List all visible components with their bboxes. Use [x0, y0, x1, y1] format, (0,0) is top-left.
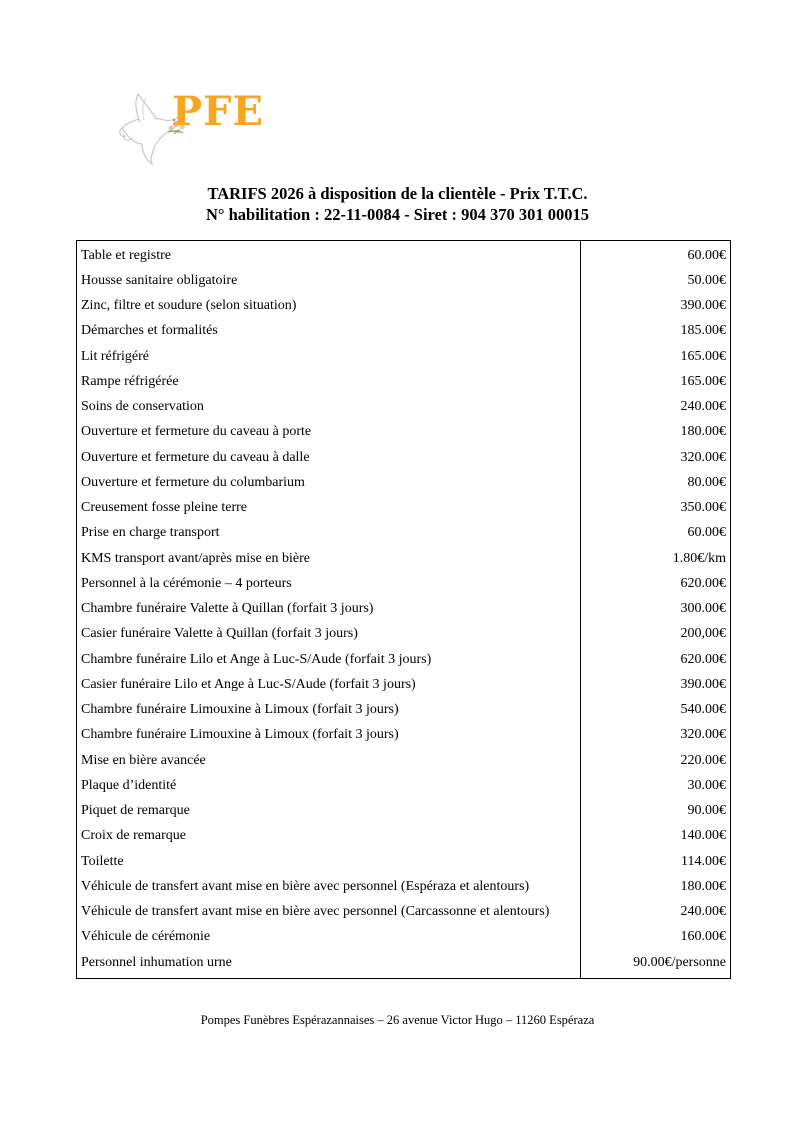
- service-name: Rampe réfrigérée: [77, 369, 581, 394]
- table-row: [77, 546, 731, 571]
- service-price: 60.00€: [687, 247, 726, 263]
- service-price: 390.00€: [680, 298, 726, 314]
- service-name: Toilette: [77, 849, 581, 874]
- service-price: 80.00€: [687, 474, 726, 490]
- service-price: 240.00€: [680, 904, 726, 920]
- footer-address: Pompes Funèbres Espérazannaises – 26 avenue Victor Hugo – 11260 Espéraza: [200, 1013, 595, 1027]
- table-row: [77, 395, 731, 420]
- table-row: [77, 597, 731, 622]
- service-price: 200,00€: [680, 626, 726, 642]
- service-name: Lit réfrigéré: [77, 344, 581, 369]
- service-price: 90.00€: [687, 803, 726, 819]
- table-row: [77, 445, 731, 470]
- service-name: Chambre funéraire Limouxine à Limoux (forfait 3 jours): [77, 723, 581, 748]
- service-name: Chambre funéraire Lilo et Ange à Luc-S/Aude (forfait 3 jours): [77, 647, 581, 672]
- service-name: Chambre funéraire Valette à Quillan (forfait 3 jours): [77, 597, 581, 622]
- service-name: Creusement fosse pleine terre: [77, 496, 581, 521]
- service-name: Démarches et formalités: [77, 319, 581, 344]
- service-name: KMS transport avant/après mise en bière: [77, 546, 581, 571]
- service-price: 180.00€: [680, 424, 726, 440]
- table-row: [77, 647, 731, 672]
- service-name: Piquet de remarque: [77, 799, 581, 824]
- service-price: 140.00€: [680, 828, 726, 844]
- service-price: 320.00€: [680, 449, 726, 465]
- service-name: Housse sanitaire obligatoire: [77, 268, 581, 293]
- service-name: Mise en bière avancée: [77, 748, 581, 773]
- table-row: [77, 369, 731, 394]
- table-row: [77, 849, 731, 874]
- service-price: 165.00€: [680, 348, 726, 364]
- table-row: [77, 748, 731, 773]
- table-row: [77, 799, 731, 824]
- service-price: 180.00€: [680, 878, 726, 894]
- service-name: Casier funéraire Lilo et Ange à Luc-S/Aude (forfait 3 jours): [77, 672, 581, 697]
- service-price: 620.00€: [680, 575, 726, 591]
- service-price: 185.00€: [680, 323, 726, 339]
- service-name: Prise en charge transport: [77, 521, 581, 546]
- service-price: 90.00€/personne: [633, 954, 726, 970]
- table-row: [77, 571, 731, 596]
- table-row: [77, 672, 731, 697]
- service-name: Chambre funéraire Limouxine à Limoux (forfait 3 jours): [77, 698, 581, 723]
- service-name: Véhicule de cérémonie: [77, 925, 581, 950]
- service-price: 165.00€: [680, 373, 726, 389]
- document-header: [0, 183, 795, 225]
- service-price: 350.00€: [680, 500, 726, 516]
- service-name: Plaque d’identité: [77, 773, 581, 798]
- service-price: 240.00€: [680, 399, 726, 415]
- table-row: [77, 294, 731, 319]
- service-price: 1.80€/km: [672, 550, 726, 566]
- service-price: 220.00€: [680, 752, 726, 768]
- service-name: Ouverture et fermeture du caveau à dalle: [77, 445, 581, 470]
- table-row: [77, 344, 731, 369]
- service-name: Ouverture et fermeture du caveau à porte: [77, 420, 581, 445]
- table-row: [77, 773, 731, 798]
- table-row: [77, 496, 731, 521]
- service-price: 60.00€: [687, 525, 726, 541]
- service-price: 300.00€: [680, 601, 726, 617]
- service-price: 620.00€: [680, 651, 726, 667]
- service-price: 540.00€: [680, 702, 726, 718]
- table-row: [77, 723, 731, 748]
- table-row: [77, 622, 731, 647]
- service-name: Véhicule de transfert avant mise en bière avec personnel (Espéraza et alentours): [77, 874, 581, 899]
- table-row: [77, 698, 731, 723]
- header-title: TARIFS 2026 à disposition de la clientèle - Prix T.T.C.: [207, 184, 588, 203]
- table-row: [77, 470, 731, 495]
- table-row: [77, 420, 731, 445]
- service-name: Croix de remarque: [77, 824, 581, 849]
- price-table: [76, 240, 731, 979]
- table-row: [77, 268, 731, 293]
- table-row: [77, 241, 731, 269]
- logo-text: PFE: [172, 88, 264, 135]
- table-row: [77, 874, 731, 899]
- service-price: 320.00€: [680, 727, 726, 743]
- table-row: [77, 950, 731, 979]
- header-registration: N° habilitation : 22-11-0084 - Siret : 904 370 301 00015: [205, 205, 590, 224]
- service-price: 390.00€: [680, 676, 726, 692]
- service-name: Personnel inhumation urne: [77, 950, 581, 979]
- service-name: Ouverture et fermeture du columbarium: [77, 470, 581, 495]
- table-row: [77, 521, 731, 546]
- service-price: 30.00€: [687, 777, 726, 793]
- service-name: Personnel à la cérémonie – 4 porteurs: [77, 571, 581, 596]
- service-name: Casier funéraire Valette à Quillan (forfait 3 jours): [77, 622, 581, 647]
- service-price: 114.00€: [681, 853, 726, 869]
- service-name: Véhicule de transfert avant mise en bière avec personnel (Carcassonne et alentours): [77, 900, 581, 925]
- service-name: Table et registre: [77, 241, 581, 269]
- service-name: Zinc, filtre et soudure (selon situation): [77, 294, 581, 319]
- logo: [116, 88, 276, 166]
- table-row: [77, 824, 731, 849]
- service-price: 160.00€: [680, 929, 726, 945]
- table-row: [77, 319, 731, 344]
- service-price: 50.00€: [687, 272, 726, 288]
- table-row: [77, 900, 731, 925]
- table-row: [77, 925, 731, 950]
- service-name: Soins de conservation: [77, 395, 581, 420]
